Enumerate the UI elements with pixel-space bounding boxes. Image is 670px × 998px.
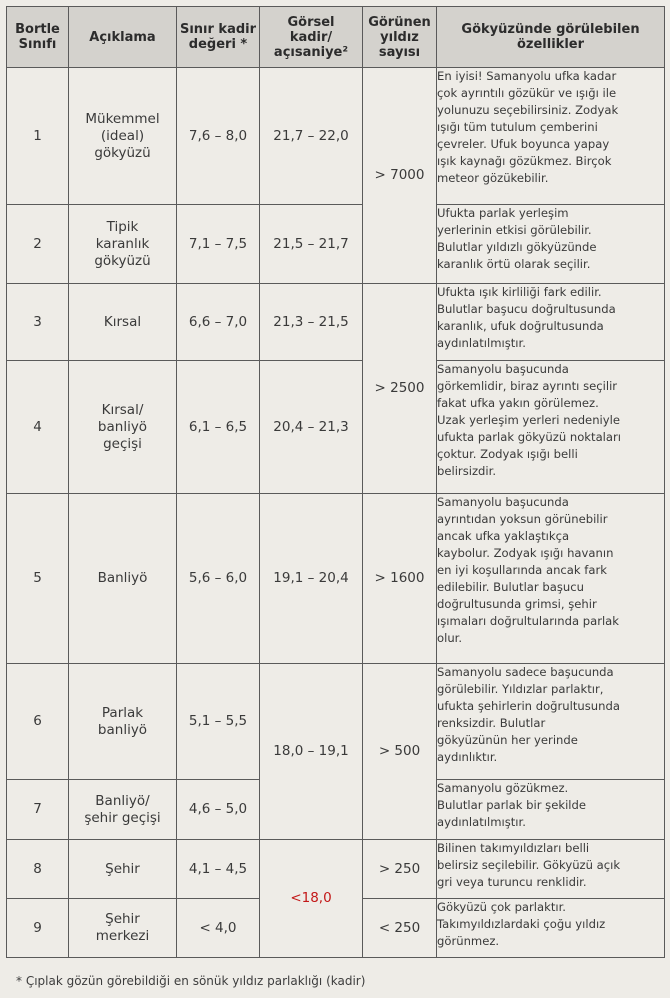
features-cell: En iyisi! Samanyolu ufka kadar çok ayrıntılı gözükür ve ışığı ile yolunuzu seçebilirsiniz. Zodyak ışığı tüm tutulum çemberini çevreler. Ufuk boyunca yapay ışık kaynağı gözükmez. Birçok meteor gözükebilir. [437,68,665,205]
features-cell: Samanyolu sadece başucunda görülebilir. Yıldızlar parlaktır, ufukta şehirlerin doğrultusunda renksizdir. Bulutlar gökyüzünün her yerinde aydınlıktır. [437,664,665,780]
limit-magnitude-cell: 5,1 – 5,5 [177,664,260,780]
bortle-class-cell: 2 [7,205,69,284]
features-cell: Ufukta parlak yerleşim yerlerinin etkisi görülebilir. Bulutlar yıldızlı gökyüzünde karanlık örtü olarak seçilir. [437,205,665,284]
bortle-class-cell: 4 [7,361,69,494]
description-cell: Şehir merkezi [69,899,177,958]
footnote: * Çıplak gözün görebildiği en sönük yıldız parlaklığı (kadir) [16,974,366,988]
bortle-class-cell: 1 [7,68,69,205]
star-count-cell: > 500 [363,664,437,840]
bortle-class-cell: 8 [7,840,69,899]
header-star-count: Görünen yıldız sayısı [363,7,437,68]
table-row [7,68,665,205]
description-cell: Banliyö [69,494,177,664]
visual-magnitude-cell-highlighted: <18,0 [260,840,363,958]
limit-magnitude-cell: 7,6 – 8,0 [177,68,260,205]
bortle-class-cell: 7 [7,780,69,840]
visual-magnitude-cell: 19,1 – 20,4 [260,494,363,664]
table-row [7,494,665,664]
visual-magnitude-cell: 18,0 – 19,1 [260,664,363,840]
header-description: Açıklama [69,7,177,68]
description-cell: Parlak banliyö [69,664,177,780]
table-row [7,284,665,361]
star-count-cell: > 7000 [363,68,437,284]
table-row [7,205,665,284]
limit-magnitude-cell: 6,6 – 7,0 [177,284,260,361]
star-count-cell: > 2500 [363,284,437,494]
visual-magnitude-cell: 20,4 – 21,3 [260,361,363,494]
features-cell: Samanyolu başucunda ayrıntıdan yoksun görünebilir ancak ufka yaklaştıkça kaybolur. Zodyak ışığı havanın en iyi koşullarında ancak fark edilebilir. Bulutlar başucu doğrultusunda grimsi, şehir ışımaları doğrultularında parlak olur. [437,494,665,664]
bortle-class-cell: 5 [7,494,69,664]
header-features: Gökyüzünde görülebilen özellikler [437,7,665,68]
limit-magnitude-cell: 5,6 – 6,0 [177,494,260,664]
star-count-cell: > 250 [363,840,437,899]
star-count-cell: > 1600 [363,494,437,664]
header-visual-magnitude: Görsel kadir/ açısaniye² [260,7,363,68]
table-row [7,664,665,780]
table-row [7,840,665,899]
features-cell: Samanyolu başucunda görkemlidir, biraz ayrıntı seçilir fakat ufka yakın görülemez. Uzak yerleşim yerleri nedeniyle ufukta parlak gökyüzü noktaları çoktur. Zodyak ışığı belli belirsizdir. [437,361,665,494]
table-row [7,361,665,494]
limit-magnitude-cell: 4,6 – 5,0 [177,780,260,840]
limit-magnitude-cell: 4,1 – 4,5 [177,840,260,899]
header-bortle-class: Bortle Sınıfı [7,7,69,68]
description-cell: Kırsal [69,284,177,361]
description-cell: Şehir [69,840,177,899]
bortle-class-cell: 6 [7,664,69,780]
description-cell: Banliyö/ şehir geçişi [69,780,177,840]
limit-magnitude-cell: 6,1 – 6,5 [177,361,260,494]
features-cell: Bilinen takımyıldızları belli belirsiz seçilebilir. Gökyüzü açık gri veya turuncu renklidir. [437,840,665,899]
bortle-class-cell: 9 [7,899,69,958]
limit-magnitude-cell: 7,1 – 7,5 [177,205,260,284]
visual-magnitude-cell: 21,5 – 21,7 [260,205,363,284]
bortle-class-cell: 3 [7,284,69,361]
features-cell: Gökyüzü çok parlaktır. Takımyıldızlardaki çoğu yıldız görünmez. [437,899,665,958]
description-cell: Tipik karanlık gökyüzü [69,205,177,284]
description-cell: Mükemmel (ideal) gökyüzü [69,68,177,205]
bortle-scale-table [6,6,665,958]
visual-magnitude-cell: 21,3 – 21,5 [260,284,363,361]
description-cell: Kırsal/ banliyö geçişi [69,361,177,494]
visual-magnitude-cell: 21,7 – 22,0 [260,68,363,205]
features-cell: Samanyolu gözükmez. Bulutlar parlak bir şekilde aydınlatılmıştır. [437,780,665,840]
limit-magnitude-cell: < 4,0 [177,899,260,958]
header-row [7,7,665,68]
features-cell: Ufukta ışık kirliliği fark edilir. Bulutlar başucu doğrultusunda karanlık, ufuk doğrultusunda aydınlatılmıştır. [437,284,665,361]
header-limit-magnitude: Sınır kadir değeri * [177,7,260,68]
star-count-cell: < 250 [363,899,437,958]
